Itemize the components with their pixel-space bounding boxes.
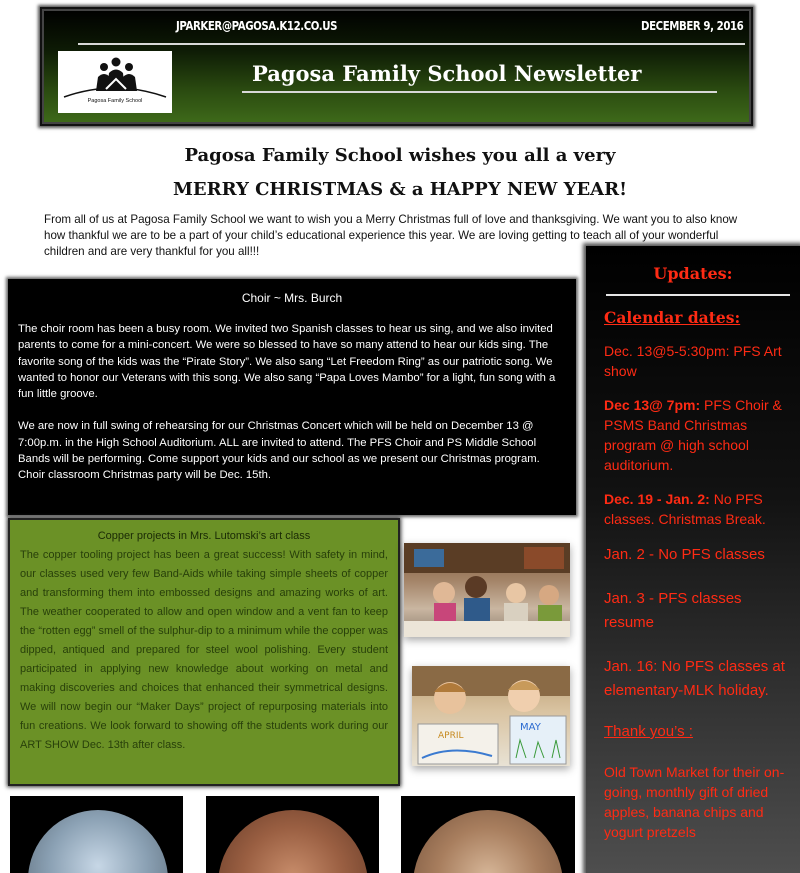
- students-circle-photo-icon: [28, 810, 168, 873]
- updates-divider: [606, 294, 790, 296]
- calendar-item-christmas-program: [604, 395, 790, 475]
- art-section: [10, 520, 398, 784]
- calendar-item-christmas-break: [604, 489, 790, 529]
- updates-body: [604, 308, 790, 856]
- intro-paragraph: From all of us at Pagosa Family School we want to wish you a Merry Christmas full of love and thanksgiving. We want you to also know how thankful we are to be a part of your child’s educational experience this year. We are loving getting to teach all of your wonderful children and are very thankful for you all!!!: [44, 213, 738, 258]
- calendar-item-jan-2: Jan. 2 - No PFS classes: [604, 546, 765, 563]
- greeting-line-2: MERRY CHRISTMAS & a HAPPY NEW YEAR!: [172, 179, 628, 200]
- newsletter-banner: [40, 7, 753, 126]
- calendar-item-christmas-break-date: Dec. 19 - Jan. 2:: [604, 491, 710, 507]
- copper-artwork-photo-icon: [218, 810, 368, 873]
- art-paragraph: The copper tooling project has been a great success! With safety in mind, our classes used very few Band-Aids while taking simple sheets of copper and transforming them into embossed designs and amazing works of art. The weather cooperated to allow and open window and a vent fan to keep the “rotten egg” smell of the sulphur-dip to a minimum while the copper was dipped, antiqued and prepared for steel wool polishing. Every student participated in applying new knowledge about working on metal and making discoveries and choices that enhanced their symmetrical designs. We will now begin our “Maker Days” project of repurposing materials into fun creations. We look forward to showing off the students work during our ART SHOW Dec. 13th after class.: [20, 549, 388, 751]
- thanks-item-old-town-market: Old Town Market for their on-going, monthly gift of dried apples, banana chips and yogurt pretzels: [604, 764, 785, 840]
- svg-text:MAY: MAY: [520, 722, 541, 733]
- bottom-photo-1: [10, 796, 183, 873]
- students-artwork-photo: [412, 666, 570, 766]
- choir-heading: Choir ~ Mrs. Burch: [241, 291, 343, 305]
- school-logo: [58, 51, 172, 113]
- art-class-photo: [404, 543, 570, 637]
- newsletter-title: Pagosa Family School Newsletter: [252, 61, 642, 86]
- banner-divider-bottom: [242, 91, 717, 93]
- banner-divider-top: [78, 43, 745, 45]
- updates-title: Updates:: [653, 264, 733, 283]
- calendar-item-jan-3: Jan. 3 - PFS classes resume: [604, 590, 742, 631]
- svg-text:APRIL: APRIL: [438, 731, 464, 741]
- choir-section: [8, 279, 576, 515]
- updates-sidebar: [586, 246, 800, 873]
- calendar-item-christmas-program-text: PFS Choir & PSMS Band Christmas program @ high school auditorium.: [604, 397, 782, 473]
- choir-paragraph-2: We are now in full swing of rehearsing for our Christmas Concert which will be held on December 13 @ 7:00p.m. in the High School Auditorium. ALL are invited to attend. The PFS Choir and PS Middle School Bands will be performing. Come support your kids and our school as we present our Christmas program. Choir classroom Christmas party will be Dec. 15th.: [18, 420, 540, 482]
- calendar-item-christmas-program-date: Dec 13@ 7pm:: [604, 397, 701, 413]
- class-group-photo-icon: [413, 810, 563, 873]
- calendar-item-christmas-break-text: No PFS classes. Christmas Break.: [604, 491, 766, 527]
- calendar-item-art-show: Dec. 13@5-5:30pm: PFS Art show: [604, 343, 782, 379]
- logo-text: Pagosa Family School: [87, 98, 143, 104]
- students-photo-icon: [412, 666, 570, 766]
- bottom-photo-2: [206, 796, 379, 873]
- contact-email[interactable]: JPARKER@PAGOSA.K12.CO.US: [176, 19, 338, 33]
- calendar-item-jan-16: Jan. 16: No PFS classes at elementary-MLK holiday.: [604, 658, 785, 699]
- bottom-photo-3: [401, 796, 575, 873]
- classroom-photo-icon: [404, 543, 570, 637]
- calendar-heading: Calendar dates:: [604, 308, 741, 327]
- newsletter-date: DECEMBER 9, 2016: [640, 19, 743, 33]
- art-heading: Copper projects in Mrs. Lutomski’s art class: [97, 530, 311, 542]
- greeting-line-1: Pagosa Family School wishes you all a very: [184, 145, 616, 166]
- choir-paragraph-1: The choir room has been a busy room. We invited two Spanish classes to hear us sing, and we also invited parents to come for a mini-concert. We were so blessed to have so many attend to hear our kids sing. The favorite song of the kids was the “Pirate Story”. We also sang “Let Freedom Ring” as our patriotic song. We wanted to honor our Veterans with this song. We also sang “Papa Loves Mambo” for a light, fun song with a fun little groove.: [18, 323, 556, 401]
- thanks-heading: Thank you’s :: [604, 723, 693, 740]
